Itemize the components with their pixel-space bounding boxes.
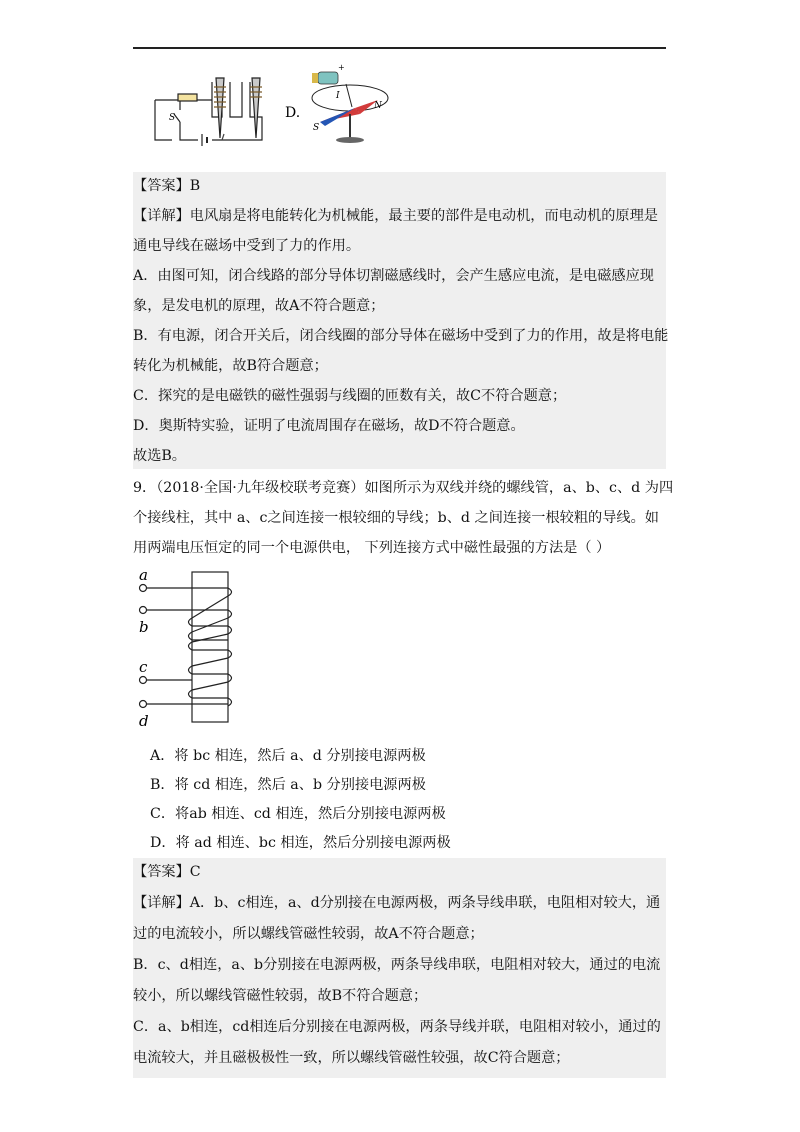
q8-detail-line: 【详解】电风扇是将电能转化为机械能，最主要的部件是电动机，而电动机的原理是 xyxy=(133,208,658,224)
plus-sign: + xyxy=(338,63,345,72)
terminal-c-label: c xyxy=(139,658,148,676)
q9-option-d: D．将 ad 相连、bc 相连，然后分别接电源两极 xyxy=(150,835,451,851)
q9-detail-line: 【详解】A．b、c相连，a、d分别接在电源两极，两条导线串联，电阻相对较大，通 xyxy=(133,895,661,911)
q9-option-b: B．将 cd 相连，然后 a、b 分别接电源两极 xyxy=(150,777,426,793)
q9-detail-line: 较小，所以螺线管磁性较弱，故B不符合题意； xyxy=(133,988,428,1004)
option-d-label: D. xyxy=(285,105,301,121)
q8-detail-line: B．有电源，闭合开关后，闭合线圈的部分导体在磁场中受到了力的作用，故是将电能 xyxy=(133,328,669,344)
q9-stem-line: 用两端电压恒定的同一个电源供电， 下列连接方式中磁性最强的方法是（ ） xyxy=(133,540,611,556)
q9-stem-line: 个接线柱，其中 a、c之间连接一根较细的导线；b、d 之间连接一根较粗的导线。如 xyxy=(133,510,659,526)
q9-answer: 【答案】C xyxy=(133,864,201,880)
electromagnet-circuit-diagram xyxy=(155,78,262,146)
q8-detail-line: D．奥斯特实验，证明了电流周围存在磁场，故D不符合题意。 xyxy=(133,418,525,434)
q9-detail-line: 电流较大，并且磁极极性一致，所以螺线管磁性较强，故C符合题意； xyxy=(133,1050,570,1066)
q8-detail-line: 通电导线在磁场中受到了力的作用。 xyxy=(133,238,361,254)
q8-answer: 【答案】B xyxy=(133,178,201,194)
switch-label: S xyxy=(169,113,176,123)
terminal-a-label: a xyxy=(139,566,148,584)
current-label: I xyxy=(336,91,340,101)
q9-option-a: A．将 bc 相连，然后 a、d 分别接电源两极 xyxy=(150,748,426,764)
q8-detail-line: 象，是发电机的原理，故A不符合题意； xyxy=(133,298,385,314)
top-figure xyxy=(150,62,390,152)
solenoid-diagram xyxy=(135,566,245,736)
q8-detail-line: 转化为机械能，故B符合题意； xyxy=(133,358,328,374)
q8-detail-line: C．探究的是电磁铁的磁性强弱与线圈的匝数有关，故C不符合题意； xyxy=(133,388,567,404)
terminal-b-label: b xyxy=(139,618,149,636)
q9-detail-line: B．c、d相连，a、b分别接在电源两极，两条导线串联，电阻相对较大，通过的电流 xyxy=(133,957,661,973)
needle-n-label: N xyxy=(374,101,382,111)
needle-s-label: S xyxy=(313,123,320,133)
q9-detail-line: 过的电流较小，所以螺线管磁性较弱，故A不符合题意； xyxy=(133,926,484,942)
q8-detail-line: A．由图可知，闭合线路的部分导体切割磁感线时，会产生感应电流，是电磁感应现 xyxy=(133,268,654,284)
q9-stem-line: 9．（2018·全国·九年级校联考竞赛）如图所示为双线并绕的螺线管，a、b、c、d 为四 xyxy=(133,480,674,496)
q9-detail-line: C．a、b相连，cd相连后分别接在电源两极，两条导线并联，电阻相对较小，通过的 xyxy=(133,1019,661,1035)
header-rule xyxy=(133,47,666,49)
q8-detail-line: 故选B。 xyxy=(133,448,186,464)
q9-option-c: C．将ab 相连、cd 相连，然后分别接电源两极 xyxy=(150,806,446,822)
terminal-d-label: d xyxy=(139,712,149,730)
